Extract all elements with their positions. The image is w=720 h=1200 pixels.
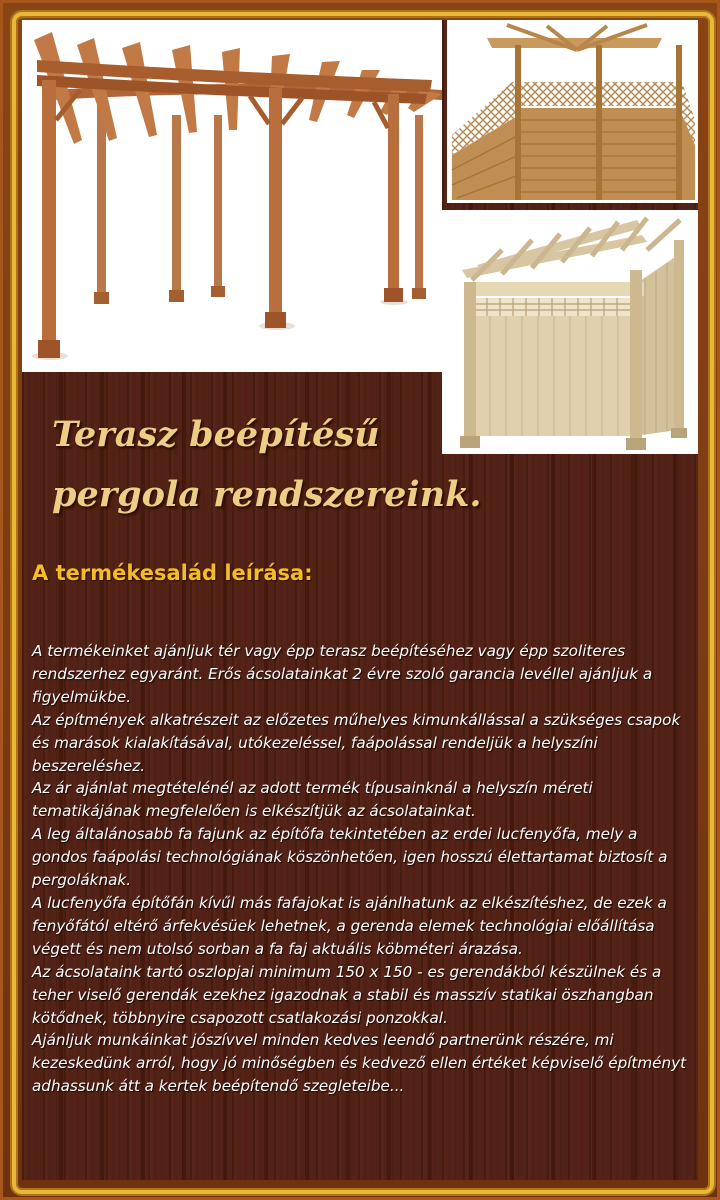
description-paragraph: A lucfenyőfa építőfán kívűl más fafajokat is ajánlhatunk az elkészítéshez, de ezek a fenyőfától eltérő árfekvésüek lehetnek, a gerenda elemek technológiai előállítása végett és nem utolsó sorban a fa faj aktuális köbméteri árazása. (32, 893, 667, 958)
wood-panel (22, 20, 698, 1180)
headline-line-1: Terasz beépítésű (52, 414, 380, 455)
description-paragraph: Az ár ajánlat megtételénél az adott termék típusainknál a helyszín méreti tematikájának megfelelően is elkészítjük az ácsolatainkat. (32, 779, 593, 821)
description-block (32, 640, 694, 1098)
description-paragraph: A termékeinket ajánljuk tér vagy épp terasz beépítéséhez vagy épp szoliteres rendszerhez egyaránt. Erős ácsolatainkat 2 évre szoló garancia levéllel ajánljuk a figyelmükbe. (32, 642, 653, 706)
lattice-fence-corner-photo (447, 20, 698, 203)
curved-pergola-photo (22, 20, 442, 372)
headline-line-2: pergola rendszereink. (52, 474, 482, 515)
section-label: A termékesalád leírása: (32, 561, 313, 585)
description-paragraph: Az építmények alkatrészeit az előzetes műhelyes kimunkállással a szükséges csapok és marások kialakításával, utókezeléssel, faápolással rendeljük a helyszíni beszereléshez. (32, 710, 681, 775)
description-paragraph: Ajánljuk munkáinkat jószívvel minden kedves leendő partnerünk részére, mi kezeskedünk arról, hogy jó minőségben és kedvező ellen értéket képviselő építményt adhassunk átt a kertek beépítendő szegleteibe... (32, 1031, 687, 1096)
description-paragraph: Az ácsolataink tartó oszlopjai minimum 150 x 150 - es gerendákból készülnek és a teher viselő gerendák ezekhez igazodnak a stabil és masszív statikai öszhangban kötődnek, többnyire csapozott csatlakozási ponzokkal. (32, 962, 662, 1027)
headline (52, 405, 512, 525)
description-paragraph: A leg általánosabb fa fajunk az építőfa tekintetében az erdei lucfenyőfa, mely a gondos faápolási technológiának köszönhetően, igen hosszú élettartamat biztosít a pergoláknak. (32, 825, 668, 890)
